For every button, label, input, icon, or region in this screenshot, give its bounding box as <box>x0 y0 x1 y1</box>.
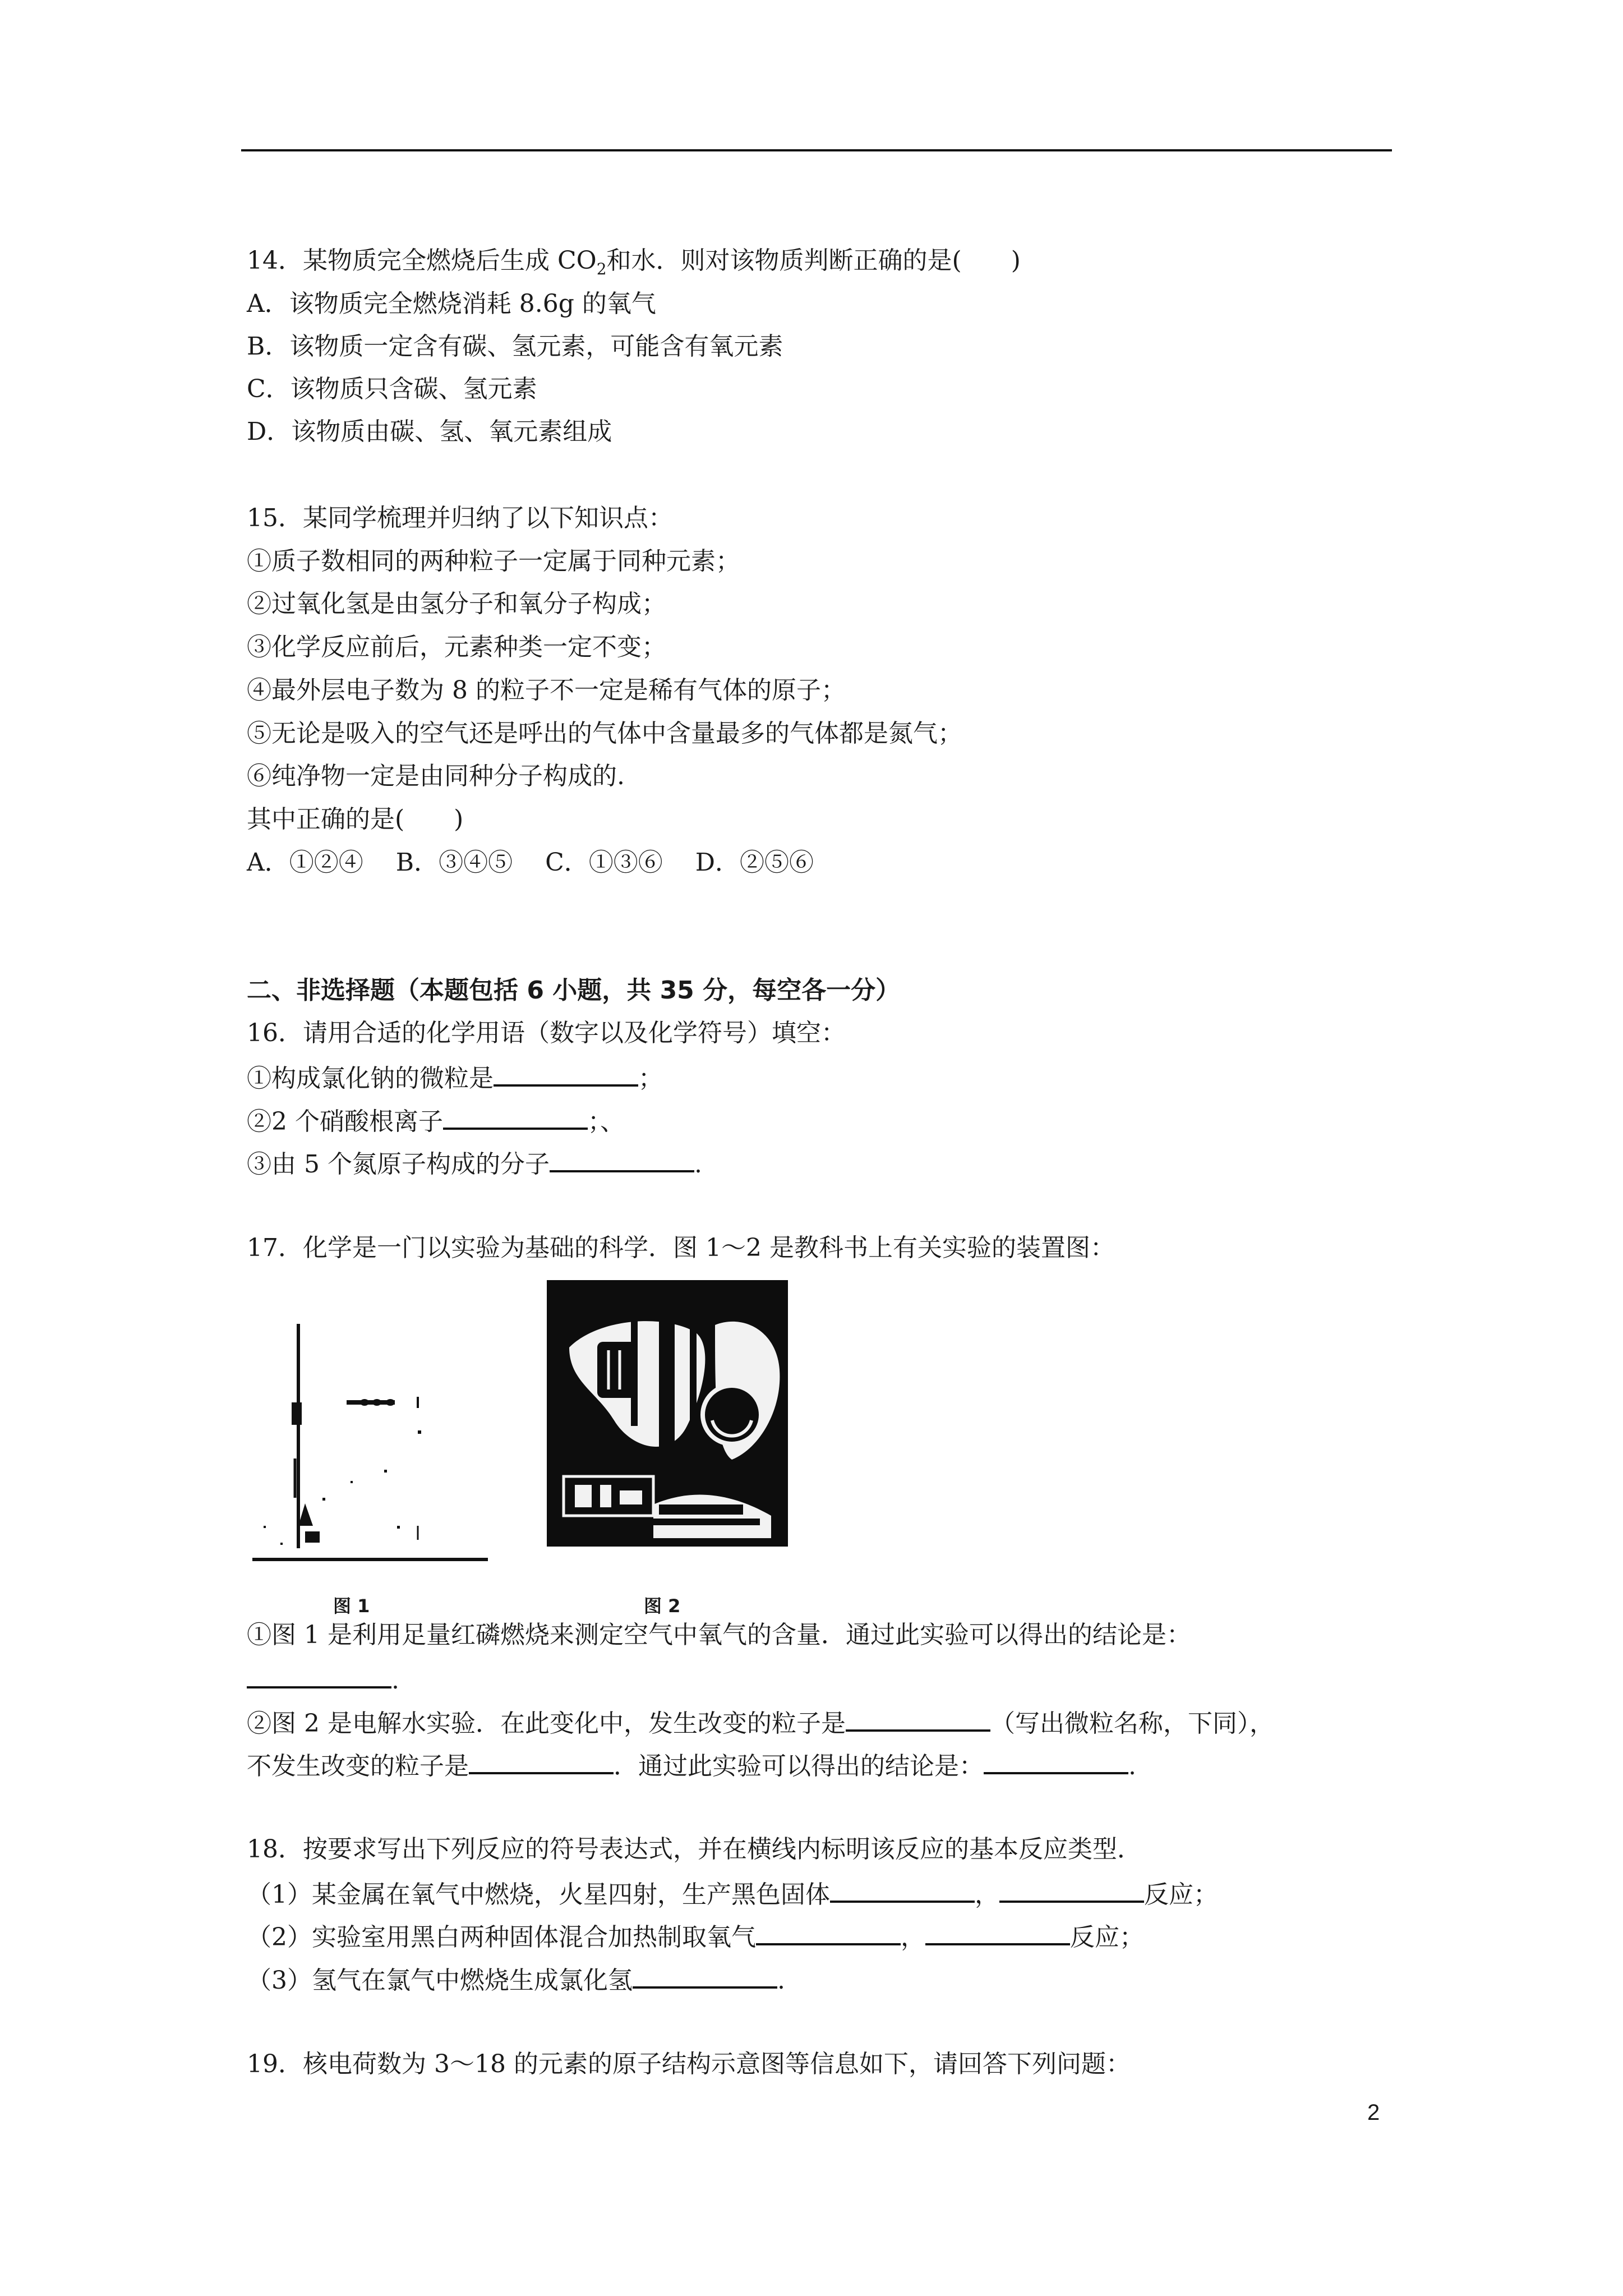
q17-line-2: . <box>247 1662 399 1697</box>
answer-blank[interactable] <box>443 1103 588 1130</box>
q15-item-2: ②过氧化氢是由氢分子和氧分子构成； <box>247 590 666 618</box>
q17-stem: 17．化学是一门以实验为基础的科学．图 1～2 是教科书上有关实验的装置图： <box>247 1234 1115 1262</box>
q19-stem: 19．核电荷数为 3～18 的元素的原子结构示意图等信息如下，请回答下列问题： <box>247 2050 1131 2078</box>
q15-stem: 15．某同学梳理并归纳了以下知识点： <box>247 504 673 532</box>
figure-1-apparatus-image <box>247 1313 494 1593</box>
q14-stem: 14．某物质完全燃烧后生成 $CO_2$和水．则对该物质判断正确的是( ) <box>247 246 1021 278</box>
answer-blank[interactable] <box>999 1876 1144 1903</box>
q18-line-2: （2）实验室用黑白两种固体混合加热制取氧气 ， 反应； <box>247 1918 1144 1954</box>
q17-line-1: ①图 1 是利用足量红磷燃烧来测定空气中氧气的含量．通过此实验可以得出的结论是： <box>247 1621 1191 1649</box>
q14-option-b: B．该物质一定含有碳、氢元素，可能含有氧元素 <box>247 332 783 361</box>
page-number: 2 <box>1367 2100 1380 2125</box>
q16-line-3: ③由 5 个氮原子构成的分子 . <box>247 1145 702 1181</box>
header-rule <box>241 149 1392 151</box>
answer-blank[interactable] <box>925 1918 1070 1945</box>
answer-blank[interactable] <box>984 1747 1128 1774</box>
q14-option-d: D．该物质由碳、氢、氧元素组成 <box>247 417 612 446</box>
answer-blank[interactable] <box>830 1876 975 1903</box>
q17-line-4: 不发生改变的粒子是 ．通过此实验可以得出的结论是： . <box>247 1747 1136 1783</box>
answer-blank[interactable] <box>633 1962 777 1989</box>
answer-blank[interactable] <box>756 1918 901 1945</box>
answer-blank[interactable] <box>494 1060 638 1087</box>
q15-item-3: ③化学反应前后，元素种类一定不变； <box>247 633 666 661</box>
q15-options: A．①②④ B．③④⑤ C．①③⑥ D．②⑤⑥ <box>247 848 814 877</box>
q18-stem: 18．按要求写出下列反应的符号表达式，并在横线内标明该反应的基本反应类型． <box>247 1835 1142 1864</box>
figure-1-caption: 图 1 <box>333 1595 370 1617</box>
answer-blank[interactable] <box>846 1705 990 1732</box>
figure-2-electrolysis-image <box>547 1280 788 1547</box>
answer-blank[interactable] <box>247 1662 391 1688</box>
answer-blank[interactable] <box>469 1747 614 1774</box>
section-title: 二、非选择题（本题包括 6 小题，共 35 分，每空各一分） <box>247 976 901 1005</box>
q15-item-1: ①质子数相同的两种粒子一定属于同种元素； <box>247 547 740 576</box>
q14-option-a: A．该物质完全燃烧消耗 8.6g 的氧气 <box>247 289 656 318</box>
figure-2-caption: 图 2 <box>644 1595 681 1617</box>
q16-stem: 16．请用合适的化学用语（数字以及化学符号）填空： <box>247 1019 846 1047</box>
answer-blank[interactable] <box>550 1145 694 1172</box>
q15-ask: 其中正确的是( ) <box>247 805 464 834</box>
q17-line-3: ②图 2 是电解水实验．在此变化中，发生改变的粒子是 （写出微粒名称，下同）， <box>247 1705 1274 1741</box>
q16-line-1: ①构成氯化钠的微粒是 ； <box>247 1060 663 1096</box>
q16-line-2: ②2 个硝酸根离子 ；、 <box>247 1103 625 1139</box>
q18-line-3: （3）氢气在氯气中燃烧生成氯化氢 . <box>247 1962 785 1998</box>
q14-option-c: C．该物质只含碳、氢元素 <box>247 375 537 403</box>
q18-line-1: （1）某金属在氧气中燃烧，火星四射，生产黑色固体 ， 反应； <box>247 1876 1218 1912</box>
q15-item-6: ⑥纯净物一定是由同种分子构成的. <box>247 762 625 790</box>
q15-item-4: ④最外层电子数为 8 的粒子不一定是稀有气体的原子； <box>247 676 846 705</box>
q15-item-5: ⑤无论是吸入的空气还是呼出的气体中含量最多的气体都是氮气； <box>247 719 962 748</box>
